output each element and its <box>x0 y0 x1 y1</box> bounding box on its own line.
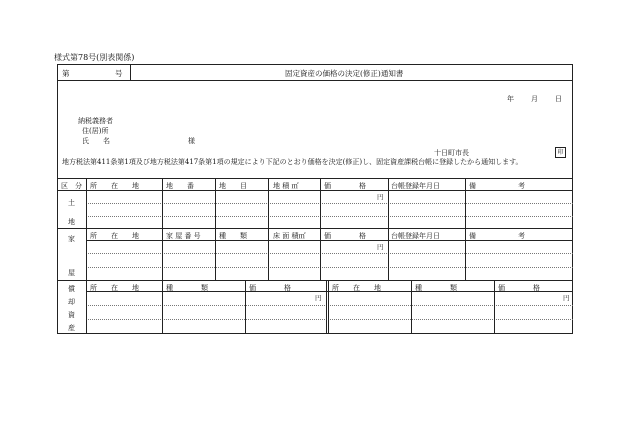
dep-div-4 <box>411 280 412 334</box>
number-right-label: 号 <box>115 69 123 78</box>
dep-div-5 <box>494 280 495 334</box>
form-number: 様式第78号(別表関係) <box>54 53 135 62</box>
col-div-1 <box>162 178 163 280</box>
classification-header: 区 分 <box>61 182 82 190</box>
dep-a-col-price: 価 格 <box>249 284 291 292</box>
dep-a-yen-unit: 円 <box>315 294 322 302</box>
col-div-4 <box>320 178 321 280</box>
col-div-6 <box>465 178 466 280</box>
dep-b-yen-unit: 円 <box>563 294 570 302</box>
land-col-location: 所 在 地 <box>90 182 139 190</box>
land-label-2: 地 <box>68 218 75 226</box>
date-day: 日 <box>555 95 562 103</box>
land-label-1: 土 <box>68 199 75 207</box>
land-row-sep-1 <box>86 203 573 204</box>
land-col-remarks: 備 考 <box>469 182 525 190</box>
date-year: 年 <box>507 95 514 103</box>
house-col-price: 価 格 <box>324 232 366 240</box>
house-label-1: 家 <box>68 235 75 243</box>
dep-row-sep-1 <box>86 305 573 306</box>
house-col-floor-area: 床 面 積㎡ <box>273 232 306 240</box>
land-row-sep-2 <box>86 216 573 217</box>
dep-div-1 <box>162 280 163 334</box>
issuer-title: 十日町市長 <box>434 149 469 157</box>
classification-divider <box>86 178 87 334</box>
col-div-2 <box>215 178 216 280</box>
land-col-reg-date: 台帳登録年月日 <box>391 182 440 190</box>
dep-div-3b <box>328 280 329 334</box>
land-bottom-line <box>57 228 573 229</box>
dep-a-col-location: 所 在 地 <box>90 284 139 292</box>
house-label-2: 屋 <box>68 269 75 277</box>
land-col-area: 地 積 ㎡ <box>273 182 299 190</box>
header-divider <box>130 64 131 80</box>
house-bottom-line <box>57 280 573 281</box>
house-col-reg-date: 台帳登録年月日 <box>391 232 440 240</box>
honorific-label: 様 <box>188 137 195 145</box>
taxpayer-label: 納税義務者 <box>78 117 113 125</box>
seal-box: 印 <box>555 147 566 158</box>
dep-label-4: 産 <box>68 324 75 332</box>
house-row-sep-1 <box>86 253 573 254</box>
table-top-line <box>57 178 573 179</box>
notice-text: 地方税法第411条第1項及び地方税法第417条第1項の規定により下記のとおり価格を決定(修正)し、固定資産課税台帳に登録したから通知します。 <box>62 158 523 166</box>
dep-b-col-price: 価 格 <box>498 284 540 292</box>
dep-label-3: 資 <box>68 311 75 319</box>
house-col-remarks: 備 考 <box>469 232 525 240</box>
land-col-lot: 地 番 <box>166 182 194 190</box>
address-label: 住(居)所 <box>82 127 109 135</box>
dep-label-1: 償 <box>68 285 75 293</box>
dep-a-col-kind: 種 類 <box>166 284 208 292</box>
house-row-sep-2 <box>86 267 573 268</box>
number-left-label: 第 <box>62 69 70 78</box>
house-yen-unit: 円 <box>377 243 384 251</box>
dep-row-sep-2 <box>86 319 573 320</box>
document-title: 固定資産の価格の決定(修正)通知書 <box>285 69 404 78</box>
name-label: 氏 名 <box>82 137 110 145</box>
col-div-5 <box>388 178 389 280</box>
dep-div-3a <box>326 280 327 334</box>
dep-b-col-location: 所 在 地 <box>332 284 381 292</box>
dep-b-col-kind: 種 類 <box>415 284 457 292</box>
land-col-price: 価 格 <box>324 182 366 190</box>
header-bottom-line <box>57 80 573 81</box>
dep-div-2 <box>245 280 246 334</box>
land-yen-unit: 円 <box>377 193 384 201</box>
house-col-location: 所 在 地 <box>90 232 139 240</box>
col-div-3 <box>268 178 269 280</box>
land-col-category: 地 目 <box>219 182 247 190</box>
date-month: 月 <box>531 95 538 103</box>
house-col-number: 家 屋 番 号 <box>166 232 201 240</box>
house-col-kind: 種 類 <box>219 232 247 240</box>
dep-label-2: 却 <box>68 298 75 306</box>
